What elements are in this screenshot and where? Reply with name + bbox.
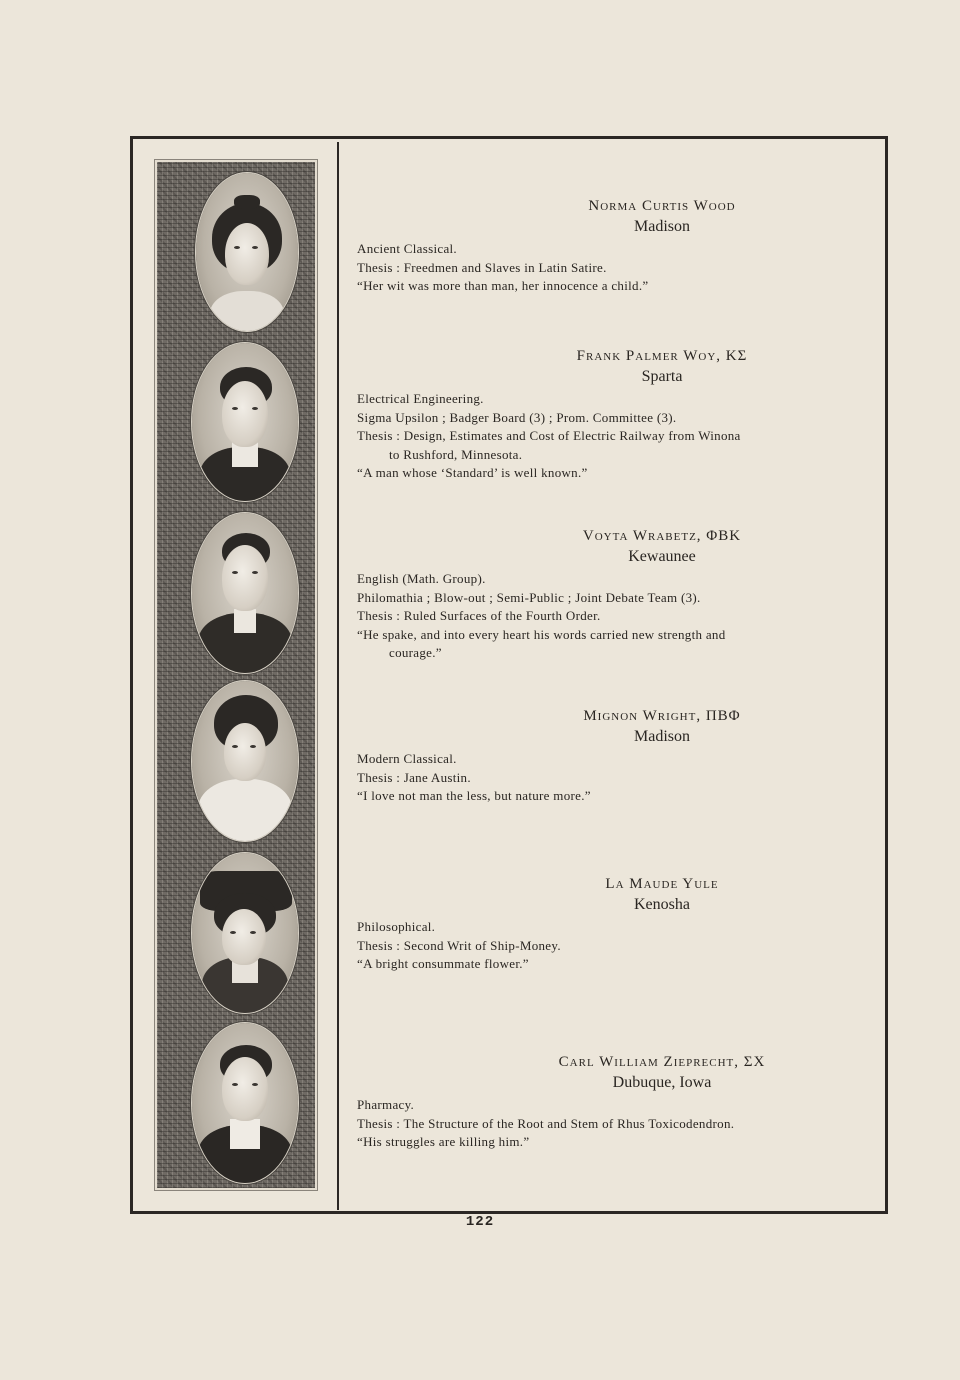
student-name: Mignon Wright, ΠΒΦ [583, 708, 741, 724]
student-town: Madison [634, 728, 690, 745]
quote: “He spake, and into every heart his words carried new strength and [357, 626, 726, 642]
thesis: Thesis : Jane Austin. [357, 769, 471, 785]
portrait-carl-zieprecht [191, 1022, 299, 1184]
student-name: Frank Palmer Woy, ΚΣ [576, 348, 748, 364]
thesis: Thesis : Second Writ of Ship-Money. [357, 937, 561, 953]
student-town: Madison [634, 218, 690, 235]
entry-la-maude-yule [339, 876, 885, 974]
quote: “His struggles are killing him.” [357, 1134, 530, 1149]
quote: “I love not man the less, but nature more.” [357, 788, 591, 803]
activities: Sigma Upsilon ; Badger Board (3) ; Prom. Committee (3). [357, 409, 677, 425]
thesis: Thesis : Freedmen and Slaves in Latin Satire. [357, 259, 607, 275]
portrait-mignon-wright [191, 680, 299, 842]
student-name: Voyta Wrabetz, ΦΒΚ [582, 528, 742, 544]
course: Electrical Engineering. [357, 391, 484, 406]
portrait-strip [155, 160, 317, 1190]
course: Ancient Classical. [357, 241, 457, 256]
portrait-frank-woy [191, 342, 299, 502]
thesis-continued: to Rushford, Minnesota. [389, 446, 523, 462]
thesis: Thesis : Ruled Surfaces of the Fourth Order. [357, 608, 601, 623]
student-town: Dubuque, Iowa [612, 1074, 712, 1091]
course: Pharmacy. [357, 1097, 415, 1112]
portrait-norma-wood [195, 172, 299, 332]
quote-continued: courage.” [389, 645, 442, 660]
entry-norma-wood [339, 198, 885, 296]
entry-carl-zieprecht [339, 1054, 885, 1152]
student-town: Sparta [641, 368, 683, 385]
quote: “A man whose ‘Standard’ is well known.” [357, 465, 588, 480]
quote: “A bright consummate flower.” [357, 956, 529, 971]
portrait-voyta-wrabetz [191, 512, 299, 674]
student-name: La Maude Yule [605, 876, 719, 892]
portrait-la-maude-yule [191, 852, 299, 1014]
page-number: 122 [465, 1214, 495, 1230]
course: English (Math. Group). [357, 571, 486, 586]
course: Modern Classical. [357, 751, 457, 766]
student-town: Kewaunee [628, 548, 696, 565]
biography-column [339, 142, 885, 1210]
quote: “Her wit was more than man, her innocence a child.” [357, 278, 649, 293]
thesis: Thesis : The Structure of the Root and Stem of Rhus Toxicodendron. [357, 1115, 735, 1131]
student-name: Carl William Zieprecht, ΣΧ [558, 1054, 766, 1070]
entry-frank-woy [339, 348, 885, 483]
thesis: Thesis : Design, Estimates and Cost of Electric Railway from Winona [357, 428, 741, 443]
student-town: Kenosha [634, 896, 690, 913]
entry-voyta-wrabetz [339, 528, 885, 663]
activities: Philomathia ; Blow-out ; Semi-Public ; Joint Debate Team (3). [357, 589, 701, 605]
student-name: Norma Curtis Wood [588, 198, 736, 214]
course: Philosophical. [357, 919, 436, 934]
entry-mignon-wright [339, 708, 885, 806]
